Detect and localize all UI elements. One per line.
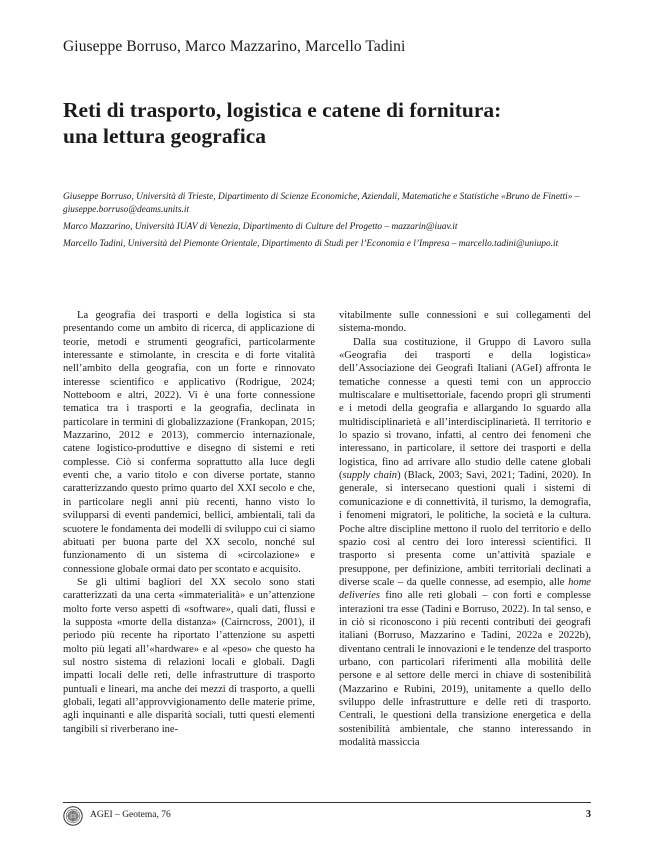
footer-journal: AGEI – Geotema, 76 xyxy=(90,810,171,820)
running-header-authors: Giuseppe Borruso, Marco Mazzarino, Marcello Tadini xyxy=(63,38,406,55)
affiliation-mazzarino: Marco Mazzarino, Università IUAV di Venezia, Dipartimento di Culture del Progetto – mazzarin@iuav.it xyxy=(63,221,458,232)
title-line-2: una lettura geografica xyxy=(63,124,267,148)
agei-seal-icon xyxy=(63,806,83,826)
paragraph-continued: vitabilmente sulle connessioni e sui collegamenti del sistema-mondo. xyxy=(339,310,591,335)
article-title xyxy=(63,97,593,149)
italic-term-supply-chain: supply chain xyxy=(342,470,398,482)
text-run: Dalla sua costituzione, il Gruppo di Lavoro sulla «Geografia dei trasporti e della logistica» dell’Associazione dei Geografi Italiani (AGeI) affronta le tematiche connesse a questi temi con un approccio multiscalare e multisettoriale, facendo propri gli strumenti e i metodi della geografia e allargando lo sguardo alla multidisciplinarietà e all’interdisciplinarietà. Il territorio e lo spazio si trovano, infatti, al centro dei fenomeni che interessano, in particolare, il settore dei trasporti e della logistica, fino ad arrivare allo studio delle catene globali ( xyxy=(339,336,591,482)
paragraph: La geografia dei trasporti e della logistica si sta presentando come un ambito di ricerca, di applicazione di teorie, metodi e strumenti geografici, particolarmente interessante e stimolante, in crescita e di forte vitalità nell’ambito della geografia, con un forte e rinnovato interesse scientifico e applicativo (Rodrigue, 2024; Notteboom e altri, 2022). Vi è una forte connessione tematica tra i trasporti e la geografia, declinata in particolare in termini di globalizzazione (Frankopan, 2015; Mazzarino, 2012 e 2013), commercio internazionale, catene logistico-produttive e disegno di sistemi e reti complesse. Ciò si conferma soprattutto alla luce degli eventi che, a vario titolo e con diverse portate, stanno caratterizzando questo primo quarto del XXI secolo e che, in particolare negli anni più recenti, hanno visto lo svilupparsi di eventi pandemici, bellici, ambientali, tali da scuotere le fondamenta dei modelli di sviluppo cui ci siamo abituati per buona parte del XX secolo, nonché sul funzionamento di un sistema di «circolazione» e connessione globale ormai dato per scontato e acquisito. xyxy=(63,310,315,575)
text-run: ) (Black, 2003; Savi, 2021; Tadini, 2020). In generale, si intersecano questioni quali i sistemi di comunicazione e di connettività, il turismo, la demografia, i fenomeni migratori, le politiche, la società e la cultura. Poche altre discipline mettono il ruolo del territorio e dello spazio così al centro dei loro interessi scientifici. Il trasporto si presenta come un’attività spaziale e presuppone, per definizione, ambiti territoriali declinati a diverse scale – da quelle connesse, ad esempio, alle xyxy=(339,470,591,588)
body-column-left xyxy=(63,309,315,736)
footer-divider xyxy=(63,802,591,803)
paragraph: Se gli ultimi bagliori del XX secolo sono stati caratterizzati da una certa «immaterialità» e un’attenzione molto forte verso aspetti di «software», quali dati, flussi e la supposta «morte della distanza» (Cairncross, 2001), il periodo più recente ha riportato l’attenzione su aspetti molto più legati all’«hardware» e al «peso» che questo ha sul nostro sistema di relazioni locali e globali. Dagli impatti locali delle reti, delle infrastrutture di trasporto puntuali e lineari, ma anche dei mezzi di trasporto, a quelli globali, legati all’approvvigionamento delle materie prime, agli inquinanti e alle disparità sociali, tutti questi elementi tangibili si riverberano ine- xyxy=(63,576,315,735)
title-line-1: Reti di trasporto, logistica e catene di fornitura: xyxy=(63,98,502,122)
italic-term-home-deliveries: home deliveries xyxy=(339,576,591,602)
page-number: 3 xyxy=(585,809,591,820)
affiliation-tadini: Marcello Tadini, Università del Piemonte Orientale, Dipartimento di Studi per l’Economia e l’Impresa – marcello.tadini@uniupo.it xyxy=(63,238,559,249)
body-column-right xyxy=(339,309,591,749)
author-affiliations xyxy=(63,191,591,255)
paragraph xyxy=(339,336,591,750)
affiliation-borruso: Giuseppe Borruso, Università di Trieste, Dipartimento di Scienze Economiche, Aziendali, Matematiche e Statistiche «Bruno de Finetti» – giuseppe.borruso@deams.units.it xyxy=(63,192,580,215)
text-run: fino alle reti globali – con forti e complesse interazioni tra esse (Tadini e Borruso, 2022). In tal senso, e in ciò si riconoscono i più recenti contributi dei geografi italiani (Borruso, Mazzarino e Tadini, 2022a e 2022b), diventano centrali le innovazioni e le tendenze del trasporto urbano, con particolari riferimenti alla mobilità delle persone e al settore delle merci in chiave di sostenibilità (Mazzarino e Rubini, 2019), unitamente a quello dello sviluppo delle infrastrutture e delle reti di trasporto. Centrali, le questioni della transizione energetica e della sostenibilità ambientale, che stanno interessando in modalità massiccia xyxy=(339,590,591,748)
